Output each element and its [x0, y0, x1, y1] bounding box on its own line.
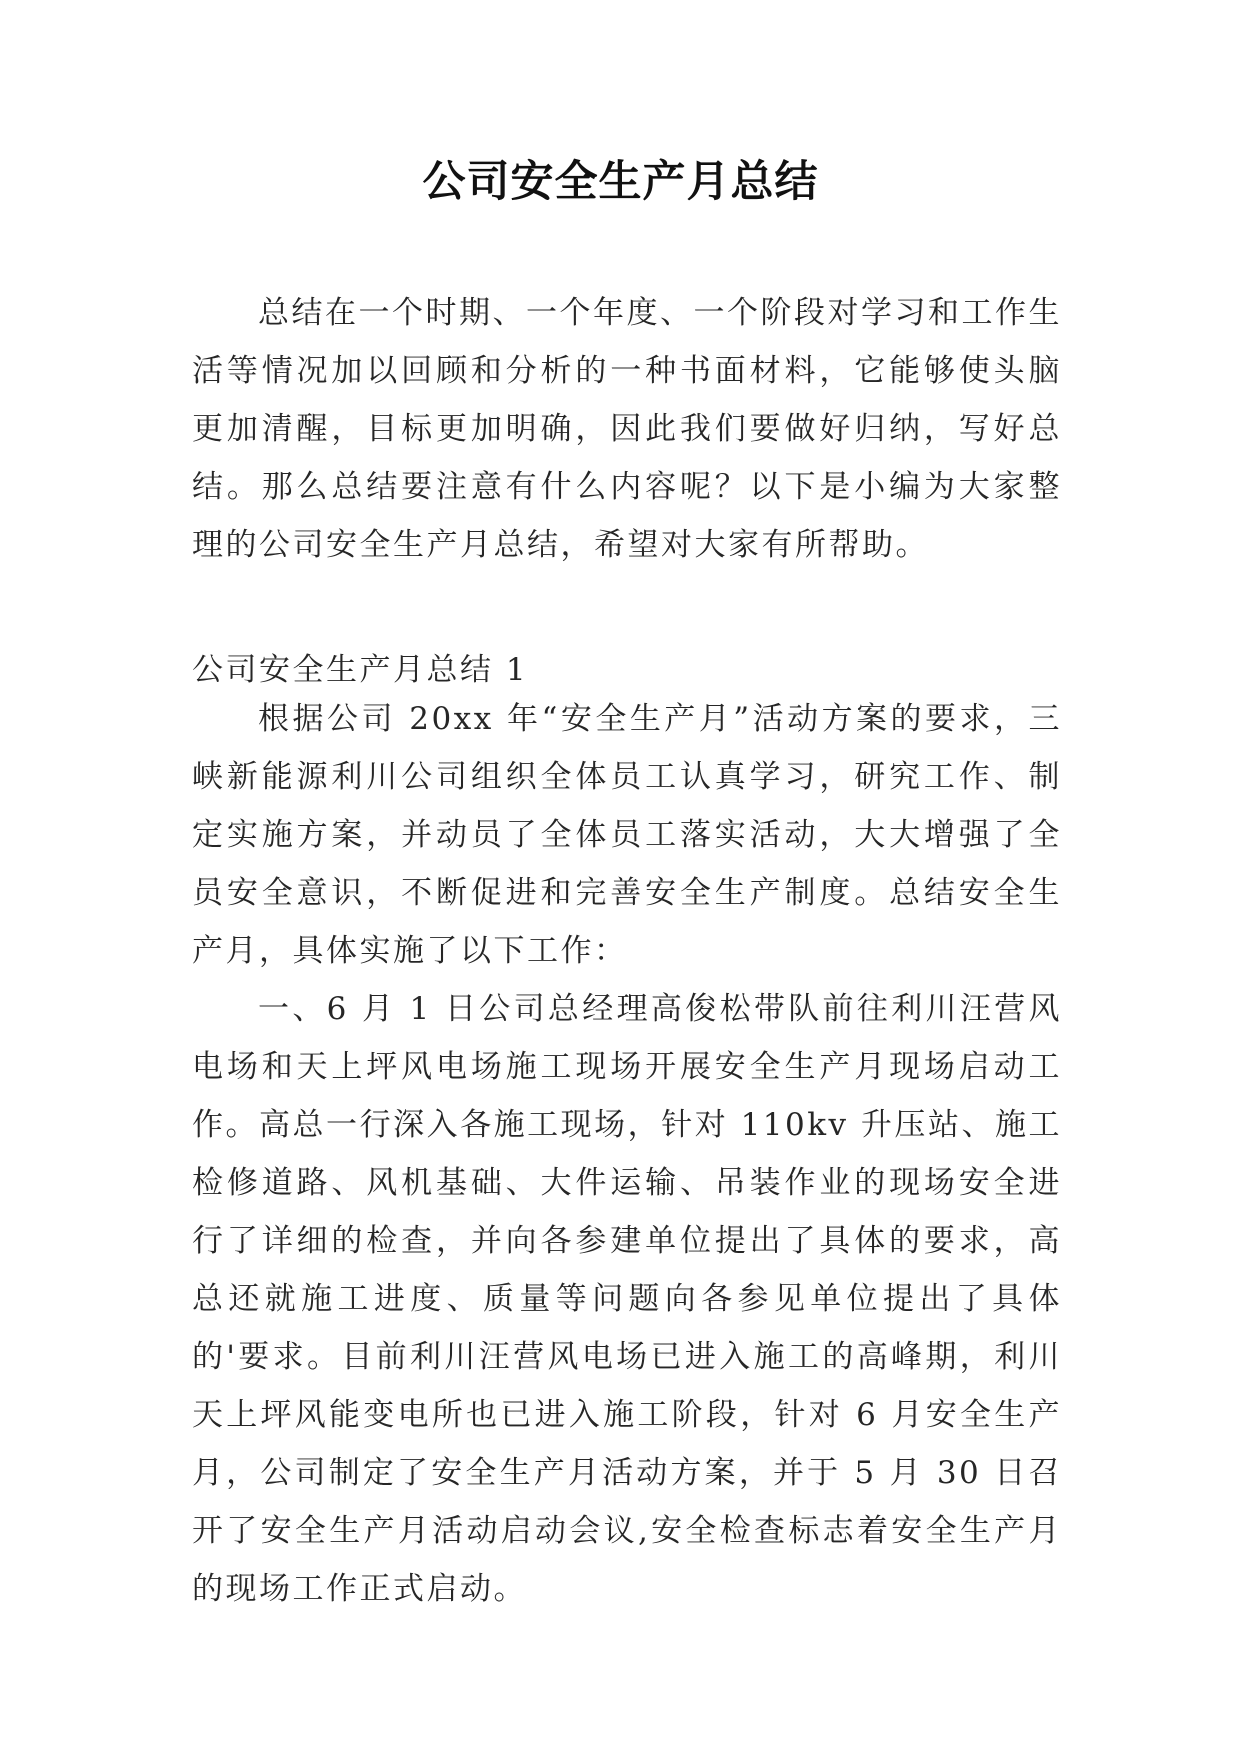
body-paragraph-2: 一、6 月 1 日公司总经理高俊松带队前往利川汪营风电场和天上坪风电场施工现场开展安全生产月现场启动工作。高总一行深入各施工现场，针对 110kv 升压站、施工检修道路、风机基础、大件运输、吊装作业的现场安全进行了详细的检查，并向各参建单位提出了具体的要求，高总还就施工进度、质量等问题向各参见单位提出了具体的'要求。目前利川汪营风电场已进入施工的高峰期，利川天上坪风能变电所也已进入施工阶段，针对 6 月安全生产月，公司制定了安全生产月活动方案，并于 5 月 30 日召开了安全生产月活动启动会议,安全检查标志着安全生产月的现场工作正式启动。	[192, 991, 1062, 1607]
document-title: 公司安全生产月总结	[422, 157, 819, 207]
section-heading: 公司安全生产月总结 1	[192, 652, 529, 688]
body-paragraph-1: 根据公司 20xx 年“安全生产月”活动方案的要求，三峡新能源利川公司组织全体员工认真学习，研究工作、制定实施方案，并动员了全体员工落实活动，大大增强了全员安全意识，不断促进和完善安全生产制度。总结安全生产月，具体实施了以下工作：	[192, 701, 1062, 969]
intro-paragraph: 总结在一个时期、一个年度、一个阶段对学习和工作生活等情况加以回顾和分析的一种书面材料，它能够使头脑更加清醒，目标更加明确，因此我们要做好归纳，写好总结。那么总结要注意有什么内容呢？以下是小编为大家整理的公司安全生产月总结，希望对大家有所帮助。	[192, 295, 1062, 563]
